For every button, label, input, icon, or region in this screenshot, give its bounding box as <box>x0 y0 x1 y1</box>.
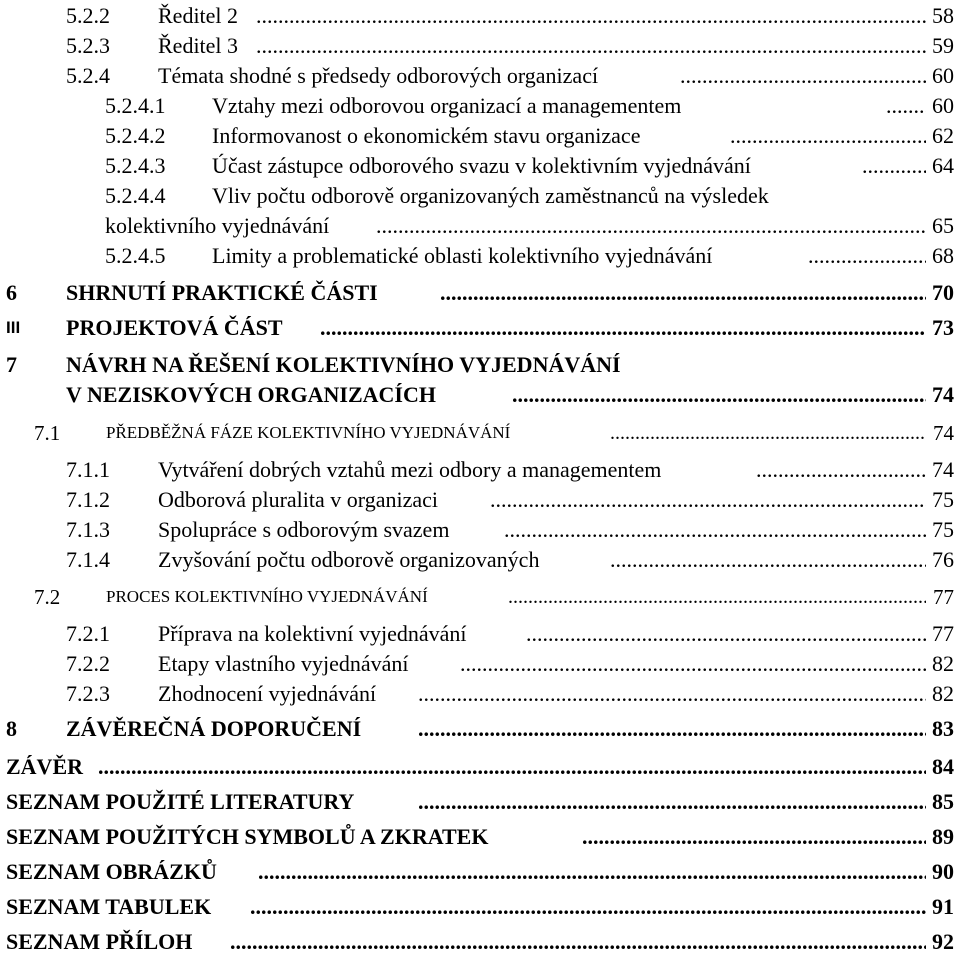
entry-title: Ředitel 3 <box>158 33 239 58</box>
entry-page: 60 <box>932 63 954 88</box>
entry-page: 75 <box>932 487 954 512</box>
entry-page: 58 <box>932 3 954 28</box>
entry-page: 60 <box>932 93 954 118</box>
dot-leader <box>610 543 926 577</box>
dot-leader <box>886 89 926 123</box>
entry-title: SEZNAM POUŽITÉ LITERATURY <box>6 789 355 814</box>
entry-title: Ředitel 2 <box>158 3 239 28</box>
entry-number: 5.2.4.4 <box>105 183 166 208</box>
entry-page: 82 <box>932 651 954 676</box>
entry-page: 73 <box>932 315 954 340</box>
entry-page: 91 <box>932 894 954 919</box>
dot-leader <box>418 785 926 819</box>
toc-entry[interactable] <box>0 617 960 651</box>
toc-entry[interactable] <box>0 239 960 273</box>
dot-leader <box>756 453 926 487</box>
toc-entry[interactable] <box>0 89 960 123</box>
entry-number: 7.1.1 <box>66 457 110 482</box>
dot-leader <box>376 209 926 243</box>
dot-leader <box>808 239 926 273</box>
entry-title: PROCES KOLEKTIVNÍHO VYJEDNÁVÁNÍ <box>106 587 428 606</box>
entry-number: 6 <box>6 280 17 305</box>
toc-entry[interactable] <box>0 677 960 711</box>
entry-number: 5.2.4.1 <box>105 93 166 118</box>
toc-entry[interactable] <box>0 149 960 183</box>
dot-leader <box>490 483 926 517</box>
dot-leader <box>256 29 926 63</box>
toc-entry[interactable] <box>0 647 960 681</box>
entry-title: ZÁVĚREČNÁ DOPORUČENÍ <box>66 716 362 741</box>
entry-number: 5.2.4.2 <box>105 123 166 148</box>
entry-number: 5.2.2 <box>66 3 110 28</box>
dot-leader <box>440 276 926 310</box>
toc-entry[interactable] <box>0 890 960 924</box>
entry-title: Vztahy mezi odborovou organizací a managementem <box>212 93 682 118</box>
entry-title: Etapy vlastního vyjednávání <box>158 651 409 676</box>
dot-leader <box>258 855 926 889</box>
entry-title: SEZNAM PŘÍLOH <box>6 929 193 954</box>
entry-page: 74 <box>932 457 954 482</box>
dot-leader <box>98 750 926 784</box>
toc-entry[interactable] <box>0 580 960 614</box>
toc-entry[interactable] <box>0 179 960 213</box>
toc-entry[interactable] <box>0 416 960 450</box>
dot-leader <box>418 677 926 711</box>
toc-entry[interactable] <box>0 712 960 746</box>
entry-title: Spolupráce s odborovým svazem <box>158 517 450 542</box>
dot-leader <box>512 378 926 412</box>
entry-page: 84 <box>932 754 954 779</box>
dot-leader <box>508 580 926 614</box>
entry-page: 82 <box>932 681 954 706</box>
toc-entry-continuation[interactable] <box>0 209 960 243</box>
entry-page: 83 <box>932 716 954 741</box>
toc-entry[interactable] <box>0 348 960 382</box>
toc-entry[interactable] <box>0 855 960 889</box>
toc-entry[interactable] <box>0 925 960 959</box>
dot-leader <box>526 617 926 651</box>
entry-title: Vytváření dobrých vztahů mezi odbory a managementem <box>158 457 662 482</box>
toc-entry[interactable] <box>0 29 960 63</box>
entry-number: 7 <box>6 352 17 377</box>
dot-leader <box>862 149 926 183</box>
dot-leader <box>418 712 926 746</box>
entry-number: 5.2.3 <box>66 33 110 58</box>
entry-title: ZÁVĚR <box>6 754 84 779</box>
entry-title: Zvyšování počtu odborově organizovaných <box>158 547 540 572</box>
entry-title: SHRNUTÍ PRAKTICKÉ ČÁSTI <box>66 280 378 305</box>
entry-title: Informovanost o ekonomickém stavu organizace <box>212 123 641 148</box>
entry-title: Témata shodné s předsedy odborových organizací <box>158 63 599 88</box>
entry-page: 74 <box>933 421 954 445</box>
entry-page: 77 <box>932 621 954 646</box>
entry-page: 90 <box>932 859 954 884</box>
toc-entry[interactable] <box>0 59 960 93</box>
toc-entry[interactable] <box>0 820 960 854</box>
entry-title: SEZNAM OBRÁZKŮ <box>6 859 217 884</box>
entry-page: 89 <box>932 824 954 849</box>
toc-entry[interactable] <box>0 311 960 345</box>
entry-title: SEZNAM TABULEK <box>6 894 212 919</box>
entry-title: PŘEDBĚŽNÁ FÁZE KOLEKTIVNÍHO VYJEDNÁVÁNÍ <box>106 423 511 442</box>
entry-number: 5.2.4.3 <box>105 153 166 178</box>
dot-leader <box>610 416 926 450</box>
entry-page: 64 <box>932 153 954 178</box>
toc-entry[interactable] <box>0 483 960 517</box>
entry-number: 7.2 <box>34 585 61 609</box>
dot-leader <box>504 513 926 547</box>
entry-page: 77 <box>933 585 954 609</box>
entry-page: 75 <box>932 517 954 542</box>
dot-leader <box>582 820 926 854</box>
entry-title: Odborová pluralita v organizaci <box>158 487 438 512</box>
entry-title: Limity a problematické oblasti kolektivního vyjednávání <box>212 243 713 268</box>
entry-number: III <box>6 318 21 337</box>
entry-title: PROJEKTOVÁ ČÁST <box>66 315 283 340</box>
entry-number: 7.2.2 <box>66 651 110 676</box>
entry-number: 7.1.4 <box>66 547 110 572</box>
entry-page: 65 <box>932 213 954 238</box>
entry-page: 68 <box>932 243 954 268</box>
entry-page: 92 <box>932 929 954 954</box>
dot-leader <box>460 647 926 681</box>
entry-number: 7.2.3 <box>66 681 110 706</box>
dot-leader <box>230 925 926 959</box>
entry-title-continuation: kolektivního vyjednávání <box>105 213 330 238</box>
entry-page: 59 <box>932 33 954 58</box>
entry-number: 5.2.4.5 <box>105 243 166 268</box>
entry-number: 7.2.1 <box>66 621 110 646</box>
entry-page: 76 <box>932 547 954 572</box>
entry-page: 62 <box>932 123 954 148</box>
toc-entry[interactable] <box>0 453 960 487</box>
entry-number: 5.2.4 <box>66 63 110 88</box>
entry-number: 7.1.3 <box>66 517 110 542</box>
entry-title-continuation: V NEZISKOVÝCH ORGANIZACÍCH <box>66 382 436 407</box>
entry-title: NÁVRH NA ŘEŠENÍ KOLEKTIVNÍHO VYJEDNÁVÁNÍ <box>66 352 621 377</box>
entry-page: 74 <box>932 382 954 407</box>
toc-entry[interactable] <box>0 119 960 153</box>
entry-title: SEZNAM POUŽITÝCH SYMBOLŮ A ZKRATEK <box>6 824 489 849</box>
toc-entry[interactable] <box>0 543 960 577</box>
dot-leader <box>730 119 926 153</box>
entry-number: 7.1 <box>34 421 61 445</box>
entry-number: 8 <box>6 716 17 741</box>
toc-entry[interactable] <box>0 513 960 547</box>
entry-title: Příprava na kolektivní vyjednávání <box>158 621 467 646</box>
entry-title: Zhodnocení vyjednávání <box>158 681 377 706</box>
toc-entry[interactable] <box>0 785 960 819</box>
entry-number: 7.1.2 <box>66 487 110 512</box>
toc-entry[interactable] <box>0 276 960 310</box>
entry-page: 85 <box>932 789 954 814</box>
toc-entry[interactable] <box>0 750 960 784</box>
dot-leader <box>680 59 926 93</box>
entry-title: Účast zástupce odborového svazu v kolektivním vyjednávání <box>212 153 751 178</box>
toc-entry-continuation[interactable] <box>0 378 960 412</box>
dot-leader <box>250 890 926 924</box>
dot-leader <box>320 311 926 345</box>
entry-title: Vliv počtu odborově organizovaných zaměstnanců na výsledek <box>212 183 769 208</box>
entry-page: 70 <box>932 280 954 305</box>
